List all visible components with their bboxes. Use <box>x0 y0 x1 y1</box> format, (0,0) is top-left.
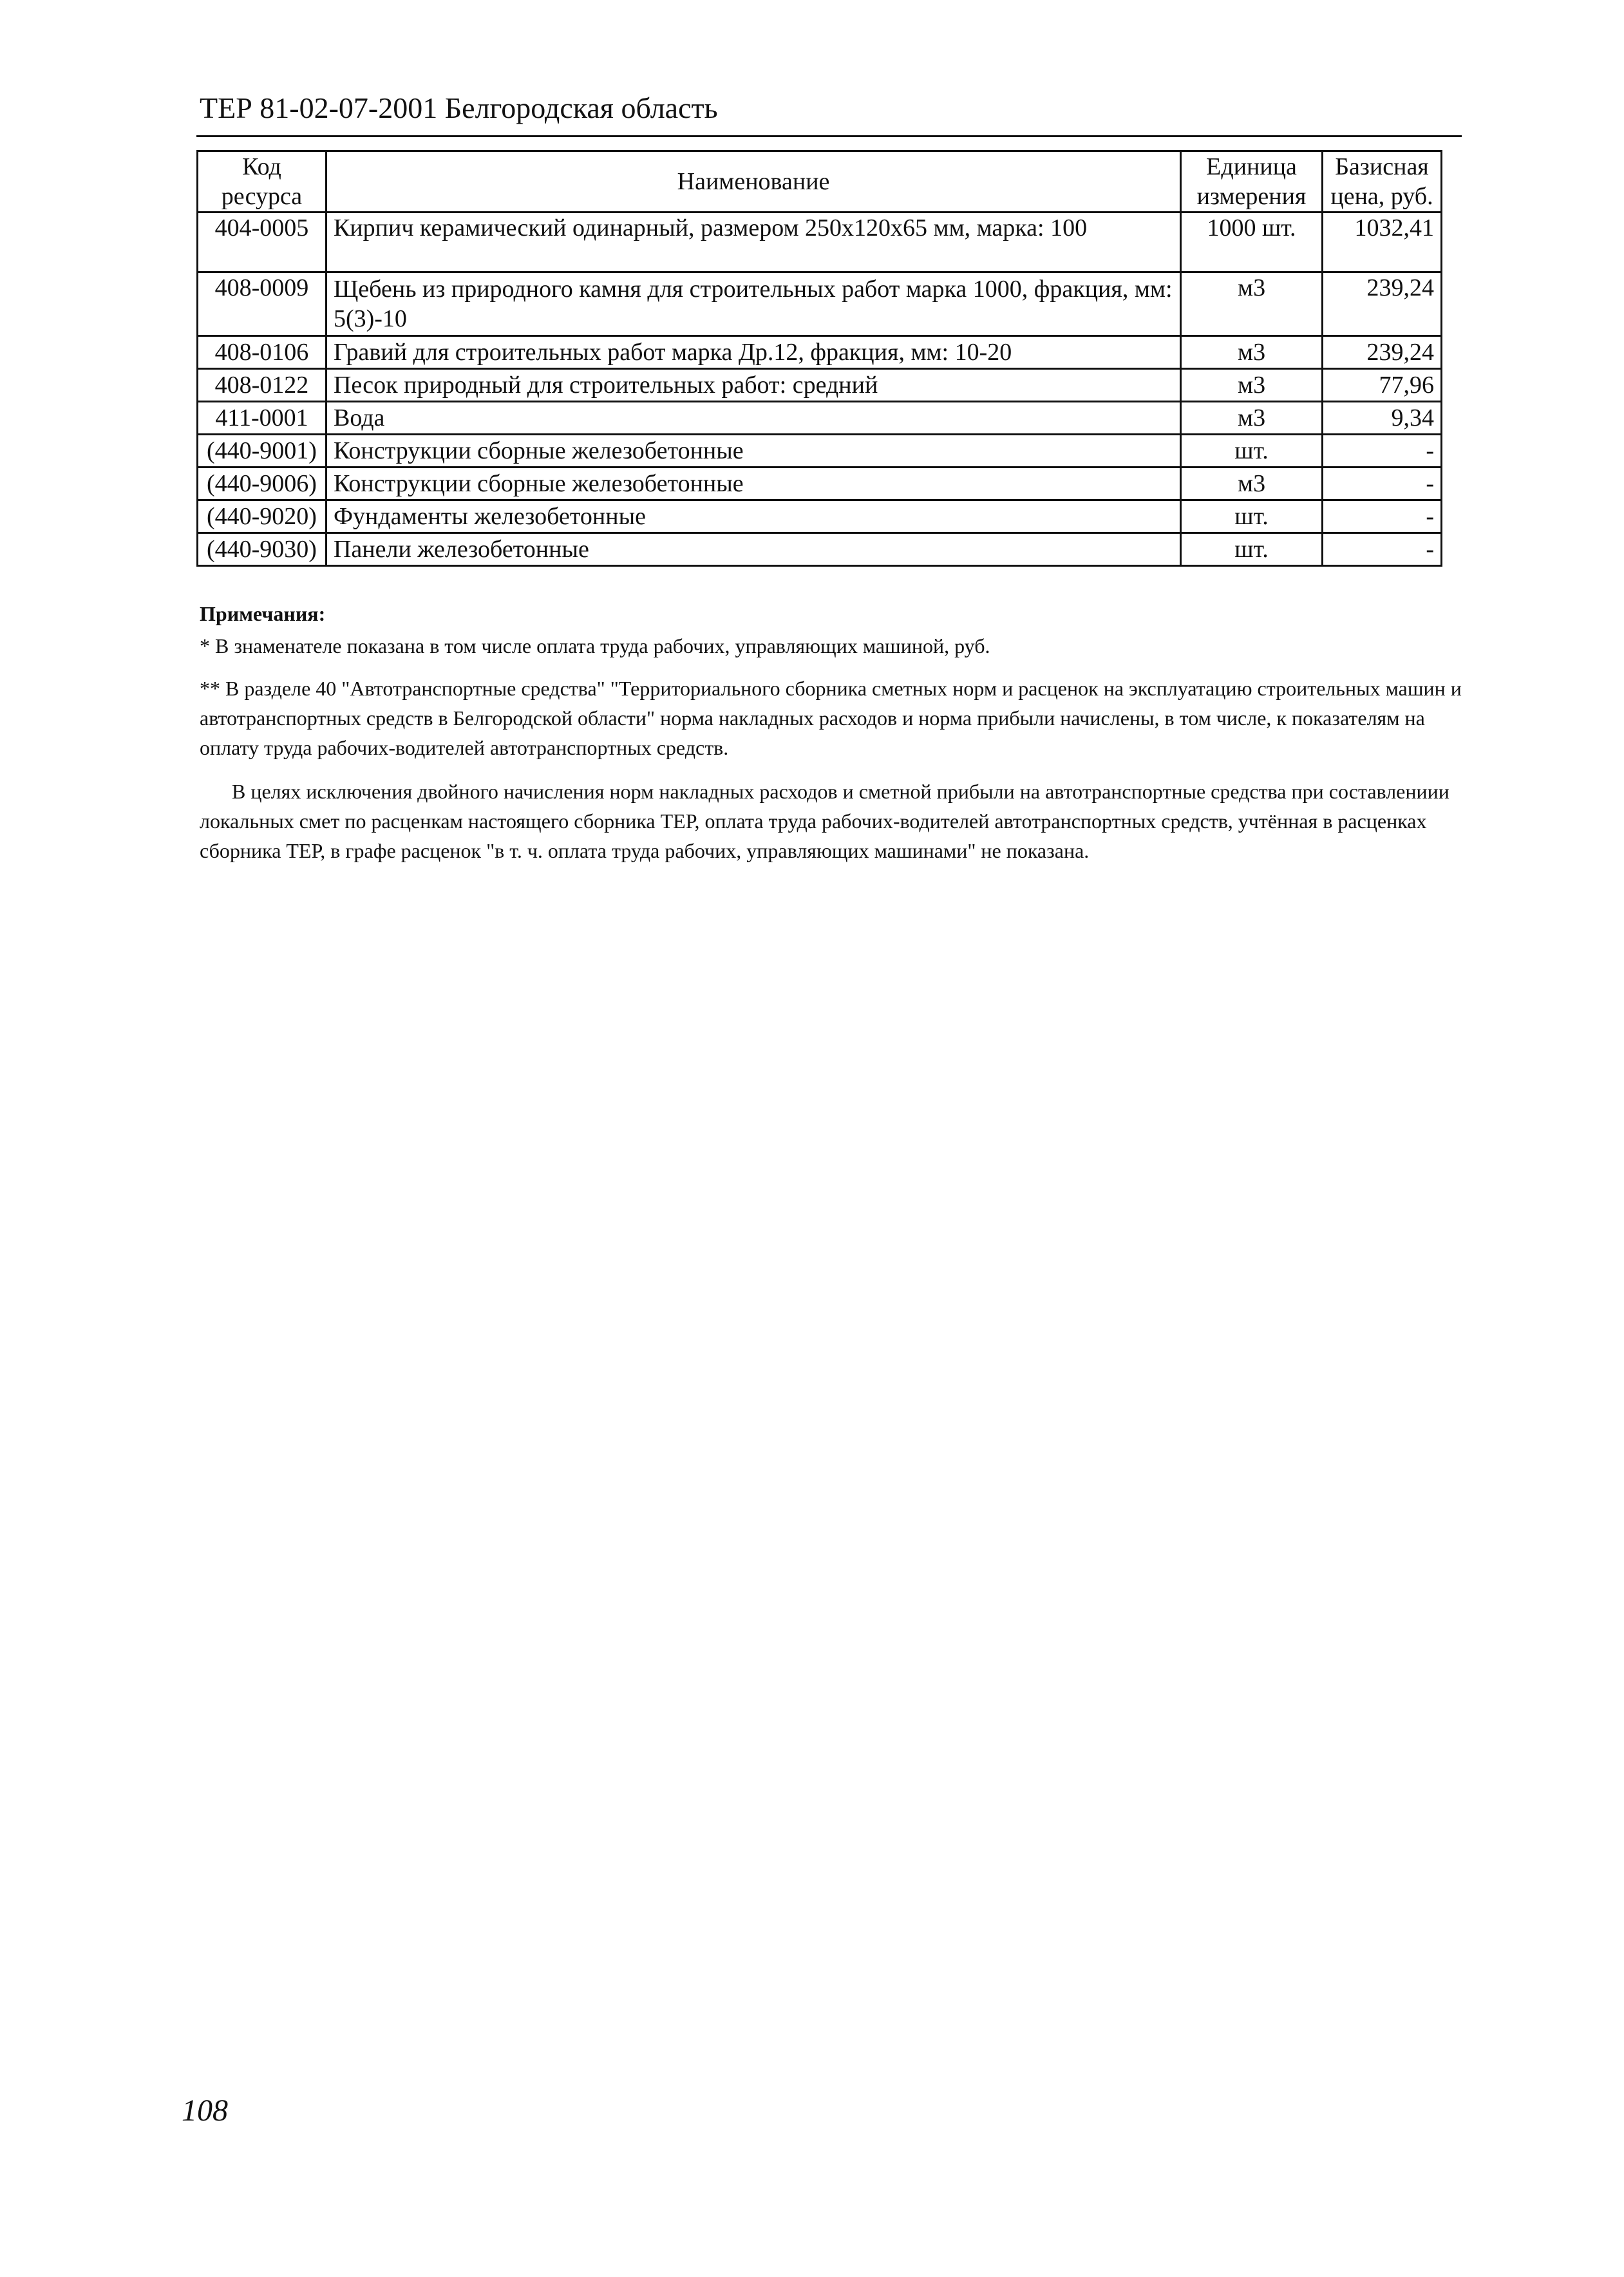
resource-code: 408-0009 <box>198 272 326 336</box>
table-row <box>198 435 1442 468</box>
resource-code: 408-0106 <box>198 336 326 369</box>
resource-name: Панели железобетонные <box>326 533 1180 566</box>
table-row <box>198 468 1442 500</box>
resource-price: - <box>1323 435 1442 468</box>
table-row <box>198 402 1442 435</box>
header-rule <box>196 135 1462 137</box>
resource-unit: м3 <box>1181 369 1323 402</box>
resource-name: Конструкции сборные железобетонные <box>326 435 1180 468</box>
table-row <box>198 272 1442 336</box>
notes-title: Примечания: <box>200 602 326 625</box>
resource-name: Вода <box>326 402 1180 435</box>
page-number: 108 <box>182 2093 228 2128</box>
resource-code: (440-9030) <box>198 533 326 566</box>
resource-unit: м3 <box>1181 468 1323 500</box>
resource-code: (440-9006) <box>198 468 326 500</box>
resource-name: Щебень из природного камня для строительных работ марка 1000, фракция, мм: 5(3)-10 <box>326 272 1180 336</box>
notes-paragraph: В целях исключения двойного начисления норм накладных расходов и сметной прибыли на автотранспортные средства при составлениии локальных смет по расценкам настоящего сборника ТЕР, оплата труда рабочих-водителей автотранспортных средств, учтённая в расценках сборника ТЕР, в графе расценок "в т. ч. оплата труда рабочих, управляющих машинами" не показана. <box>200 780 1449 862</box>
resource-unit: м3 <box>1181 272 1323 336</box>
resource-name: Конструкции сборные железобетонные <box>326 468 1180 500</box>
column-header-name: Наименование <box>326 151 1180 213</box>
resource-name: Гравий для строительных работ марка Др.12, фракция, мм: 10-20 <box>326 336 1180 369</box>
column-header-price: Базисная цена, руб. <box>1323 151 1442 213</box>
resource-name: Фундаменты железобетонные <box>326 500 1180 533</box>
resource-code: (440-9001) <box>198 435 326 468</box>
resource-code: (440-9020) <box>198 500 326 533</box>
resource-price: - <box>1323 468 1442 500</box>
resource-price: - <box>1323 533 1442 566</box>
resource-code: 408-0122 <box>198 369 326 402</box>
table-row <box>198 213 1442 272</box>
resource-unit: м3 <box>1181 402 1323 435</box>
resource-price: 239,24 <box>1323 336 1442 369</box>
table-row <box>198 500 1442 533</box>
resource-name: Кирпич керамический одинарный, размером 250х120х65 мм, марка: 100 <box>326 213 1180 272</box>
resource-price: 77,96 <box>1323 369 1442 402</box>
notes-section <box>200 599 1462 865</box>
table-row <box>198 336 1442 369</box>
resource-price: - <box>1323 500 1442 533</box>
resource-name: Песок природный для строительных работ: средний <box>326 369 1180 402</box>
note-single-asterisk: * В знаменателе показана в том числе оплата труда рабочих, управляющих машиной, руб. <box>200 634 990 657</box>
resources-table <box>196 150 1442 567</box>
column-header-unit: Единица измерения <box>1181 151 1323 213</box>
resource-price: 239,24 <box>1323 272 1442 336</box>
page-header: ТЕР 81-02-07-2001 Белгородская область <box>200 91 718 124</box>
resource-unit: шт. <box>1181 435 1323 468</box>
column-header-code: Код ресурса <box>198 151 326 213</box>
resource-unit: шт. <box>1181 500 1323 533</box>
resource-unit: шт. <box>1181 533 1323 566</box>
note-double-asterisk: ** В разделе 40 "Автотранспортные средства" "Территориального сборника сметных норм и расценок на эксплуатацию строительных машин и автотранспортных средств в Белгородской области" норма накладных расходов и норма прибыли начислены, в том числе, к показателям на оплату труда рабочих-водителей автотранспортных средств. <box>200 677 1462 759</box>
table-header-row <box>198 151 1442 213</box>
resource-price: 1032,41 <box>1323 213 1442 272</box>
resource-code: 404-0005 <box>198 213 326 272</box>
resource-unit: 1000 шт. <box>1181 213 1323 272</box>
resource-unit: м3 <box>1181 336 1323 369</box>
resource-price: 9,34 <box>1323 402 1442 435</box>
resource-code: 411-0001 <box>198 402 326 435</box>
table-row <box>198 369 1442 402</box>
table-row <box>198 533 1442 566</box>
